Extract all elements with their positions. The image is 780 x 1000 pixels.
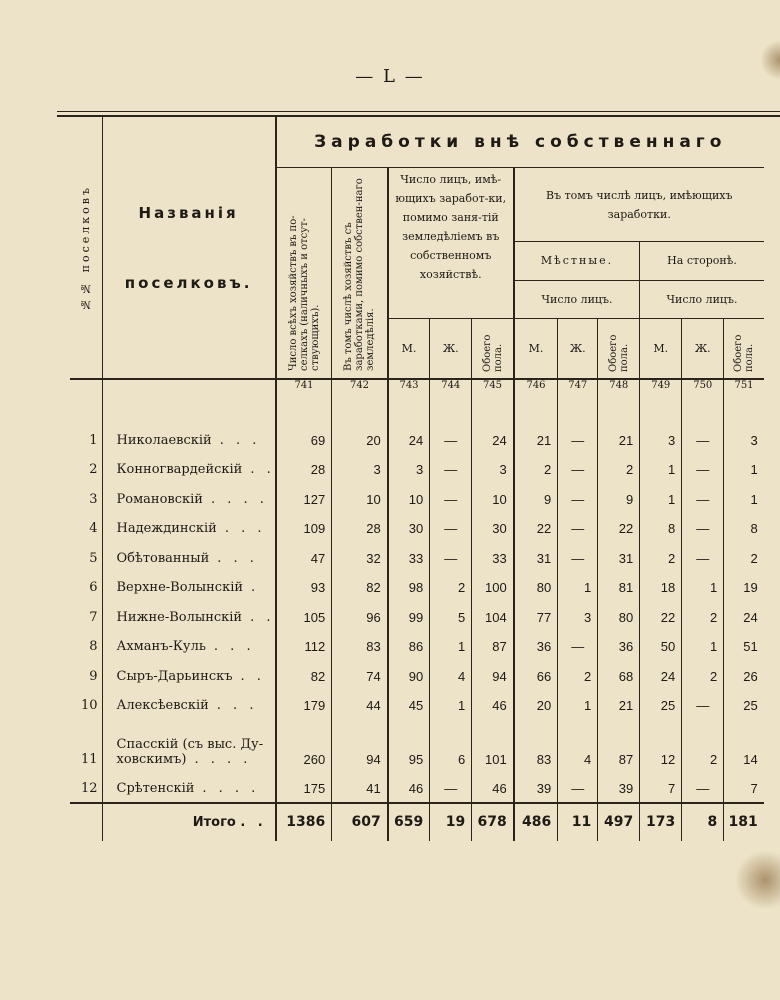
leader-dots: . . . bbox=[216, 698, 258, 713]
value-cell: 22 bbox=[598, 513, 640, 543]
value-cell: 3 bbox=[558, 601, 598, 631]
value-cell: 6 bbox=[430, 719, 472, 773]
value-cell: — bbox=[682, 773, 724, 803]
settlement-name: Романовскій bbox=[116, 491, 203, 507]
value-cell: — bbox=[682, 542, 724, 572]
value-cell: 3 bbox=[724, 394, 764, 454]
value-cell: — bbox=[558, 773, 598, 803]
value-cell: 21 bbox=[598, 394, 640, 454]
leader-dots: . . . bbox=[224, 521, 266, 536]
value-cell: 36 bbox=[514, 631, 558, 661]
value-cell: 2 bbox=[558, 660, 598, 690]
value-cell: 80 bbox=[514, 572, 558, 602]
value-cell: 74 bbox=[332, 660, 388, 690]
row-number: 12 bbox=[80, 780, 98, 796]
code-spacer bbox=[70, 379, 102, 394]
settlement-name: Конногвардейскій bbox=[116, 462, 243, 477]
num-column-header bbox=[70, 117, 102, 379]
value-cell: 36 bbox=[598, 631, 640, 661]
column-code: 748 bbox=[598, 379, 640, 394]
settlement-name: Николаевскій bbox=[116, 432, 212, 448]
value-cell: 7 bbox=[640, 773, 682, 803]
leader-dots: . bbox=[251, 580, 260, 595]
leader-dots: . . . bbox=[217, 550, 258, 566]
value-cell: 1 bbox=[640, 483, 682, 513]
settlement-name-cell bbox=[102, 660, 276, 690]
leader-dots: . . . bbox=[213, 639, 255, 654]
table-row bbox=[70, 773, 764, 803]
total-value: 173 bbox=[640, 803, 682, 841]
persons-both-label: Обоего пола. bbox=[481, 334, 504, 372]
settlement-name-cell bbox=[102, 572, 276, 602]
column-code: 742 bbox=[332, 379, 388, 394]
value-cell: 28 bbox=[332, 513, 388, 543]
row-number: 5 bbox=[89, 550, 98, 566]
total-value: 8 bbox=[682, 803, 724, 841]
value-cell: 22 bbox=[514, 513, 558, 543]
value-cell: 30 bbox=[472, 513, 514, 543]
row-number: 11 bbox=[80, 752, 98, 767]
names-header-line2: поселковъ. bbox=[124, 273, 253, 292]
value-cell: 260 bbox=[276, 719, 332, 773]
leader-dots: . . bbox=[250, 609, 275, 625]
value-cell: — bbox=[430, 773, 472, 803]
paper-stain bbox=[735, 850, 780, 910]
persons-header: Число лицъ, имѣ-ющихъ заработ-ки, помимо заня-тій земледѣліемъ въ собственномъ хозяйствѣ. bbox=[388, 168, 514, 319]
value-cell: — bbox=[430, 542, 472, 572]
including-header: Въ томъ числѣ лицъ, имѣющихъ заработки. bbox=[514, 168, 764, 242]
leader-dots: . . bbox=[240, 668, 265, 684]
row-number: 10 bbox=[80, 698, 98, 713]
value-cell: 1 bbox=[724, 454, 764, 484]
value-cell: 46 bbox=[472, 773, 514, 803]
settlement-name: Нижне-Волынскій bbox=[116, 609, 243, 625]
settlement-name: Верхне-Волынскій bbox=[116, 580, 244, 595]
settlement-name-cell bbox=[102, 513, 276, 543]
row-number: 4 bbox=[89, 521, 98, 536]
value-cell: 68 bbox=[598, 660, 640, 690]
value-cell: 94 bbox=[332, 719, 388, 773]
settlement-name: Алексѣевскій bbox=[116, 698, 209, 713]
column-code: 747 bbox=[558, 379, 598, 394]
total-value: 1386 bbox=[276, 803, 332, 841]
value-cell: 31 bbox=[514, 542, 558, 572]
value-cell: 69 bbox=[276, 394, 332, 454]
row-number: 7 bbox=[89, 609, 98, 625]
value-cell: 3 bbox=[388, 454, 430, 484]
value-cell: 10 bbox=[388, 483, 430, 513]
value-cell: 30 bbox=[388, 513, 430, 543]
num-column-label: №№ поселковъ bbox=[79, 184, 93, 311]
value-cell: 39 bbox=[598, 773, 640, 803]
column-code: 744 bbox=[430, 379, 472, 394]
settlement-name: Ахманъ-Куль bbox=[116, 639, 206, 654]
settlement-name: Сыръ-Дарьинскъ bbox=[116, 668, 233, 684]
value-cell: 24 bbox=[472, 394, 514, 454]
value-cell: — bbox=[558, 631, 598, 661]
value-cell: 127 bbox=[276, 483, 332, 513]
value-cell: — bbox=[430, 483, 472, 513]
value-cell: 2 bbox=[682, 660, 724, 690]
value-cell: 82 bbox=[276, 660, 332, 690]
settlement-name: Обѣтованный bbox=[116, 550, 210, 566]
table-row bbox=[70, 660, 764, 690]
value-cell: 86 bbox=[388, 631, 430, 661]
group-title: Заработки внѣ собственнаго bbox=[276, 117, 764, 168]
table-row bbox=[70, 454, 764, 484]
value-cell: 1 bbox=[640, 454, 682, 484]
value-cell: — bbox=[682, 513, 724, 543]
persons-female-header: Ж. bbox=[430, 319, 472, 379]
total-value: 11 bbox=[558, 803, 598, 841]
value-cell: 14 bbox=[724, 719, 764, 773]
value-cell: 9 bbox=[514, 483, 558, 513]
value-cell: — bbox=[558, 513, 598, 543]
value-cell: — bbox=[682, 394, 724, 454]
value-cell: 81 bbox=[598, 572, 640, 602]
value-cell: 10 bbox=[472, 483, 514, 513]
row-number: 2 bbox=[89, 462, 98, 477]
value-cell: 112 bbox=[276, 631, 332, 661]
value-cell: 41 bbox=[332, 773, 388, 803]
value-cell: 33 bbox=[388, 542, 430, 572]
value-cell: 8 bbox=[640, 513, 682, 543]
value-cell: — bbox=[682, 690, 724, 720]
table-row bbox=[70, 394, 764, 454]
value-cell: 2 bbox=[682, 601, 724, 631]
value-cell: 19 bbox=[724, 572, 764, 602]
value-cell: 98 bbox=[388, 572, 430, 602]
value-cell: — bbox=[682, 454, 724, 484]
value-cell: 83 bbox=[514, 719, 558, 773]
column-code: 743 bbox=[388, 379, 430, 394]
value-cell: 99 bbox=[388, 601, 430, 631]
leader-dots: . . . . bbox=[202, 780, 260, 796]
table-row bbox=[70, 542, 764, 572]
value-cell: 3 bbox=[640, 394, 682, 454]
value-cell: 10 bbox=[332, 483, 388, 513]
value-cell: 2 bbox=[640, 542, 682, 572]
value-cell: 44 bbox=[332, 690, 388, 720]
column-codes-row bbox=[70, 379, 764, 394]
total-value: 19 bbox=[430, 803, 472, 841]
value-cell: 1 bbox=[430, 690, 472, 720]
leader-dots: . . . bbox=[219, 432, 261, 448]
value-cell: — bbox=[682, 483, 724, 513]
local-female-header: Ж. bbox=[558, 319, 598, 379]
value-cell: 2 bbox=[598, 454, 640, 484]
value-cell: 2 bbox=[682, 719, 724, 773]
value-cell: 4 bbox=[430, 660, 472, 690]
value-cell: 24 bbox=[388, 394, 430, 454]
value-cell: — bbox=[430, 394, 472, 454]
totals-row bbox=[70, 803, 764, 841]
code-spacer bbox=[102, 379, 276, 394]
value-cell: 104 bbox=[472, 601, 514, 631]
value-cell: 46 bbox=[388, 773, 430, 803]
value-cell: 22 bbox=[640, 601, 682, 631]
table-row bbox=[70, 601, 764, 631]
table-row bbox=[70, 513, 764, 543]
settlement-name: Спасскій (съ выс. Ду- bbox=[116, 737, 264, 752]
table-row bbox=[70, 483, 764, 513]
top-rule bbox=[57, 111, 780, 112]
value-cell: 175 bbox=[276, 773, 332, 803]
total-households-header bbox=[276, 168, 332, 380]
local-header: Мѣстные. bbox=[514, 242, 640, 281]
value-cell: — bbox=[430, 454, 472, 484]
leader-dots: . . bbox=[250, 462, 275, 477]
value-cell: 18 bbox=[640, 572, 682, 602]
column-code: 741 bbox=[276, 379, 332, 394]
value-cell: 21 bbox=[514, 394, 558, 454]
value-cell: 33 bbox=[472, 542, 514, 572]
names-header-line1: Названія bbox=[138, 203, 239, 222]
value-cell: 28 bbox=[276, 454, 332, 484]
value-cell: 8 bbox=[724, 513, 764, 543]
total-value: 659 bbox=[388, 803, 430, 841]
local-persons-header: Число лицъ. bbox=[514, 280, 640, 319]
households-earning-header bbox=[332, 168, 388, 380]
value-cell: 93 bbox=[276, 572, 332, 602]
value-cell: 39 bbox=[514, 773, 558, 803]
value-cell: 87 bbox=[598, 719, 640, 773]
page-number: — L — bbox=[355, 66, 425, 87]
persons-male-header: М. bbox=[388, 319, 430, 379]
value-cell: 2 bbox=[724, 542, 764, 572]
value-cell: 24 bbox=[724, 601, 764, 631]
settlement-name-cell bbox=[102, 719, 276, 773]
row-number: 3 bbox=[89, 491, 98, 507]
value-cell: 31 bbox=[598, 542, 640, 572]
value-cell: 82 bbox=[332, 572, 388, 602]
column-code: 746 bbox=[514, 379, 558, 394]
statistics-table-wrap bbox=[70, 117, 764, 841]
value-cell: 7 bbox=[724, 773, 764, 803]
away-both-label: Обоего пола. bbox=[733, 334, 755, 372]
settlement-name: Срѣтенскій bbox=[116, 780, 195, 796]
value-cell: 12 bbox=[640, 719, 682, 773]
away-male-header: М. bbox=[640, 319, 682, 379]
local-both-header bbox=[598, 319, 640, 379]
total-value: 497 bbox=[598, 803, 640, 841]
value-cell: 3 bbox=[472, 454, 514, 484]
away-header: На сторонѣ. bbox=[640, 242, 764, 281]
table-row bbox=[70, 631, 764, 661]
local-male-header: М. bbox=[514, 319, 558, 379]
value-cell: 9 bbox=[598, 483, 640, 513]
settlement-name-cell bbox=[102, 394, 276, 454]
value-cell: 5 bbox=[430, 601, 472, 631]
away-female-header: Ж. bbox=[682, 319, 724, 379]
value-cell: 1 bbox=[558, 690, 598, 720]
total-value: 678 bbox=[472, 803, 514, 841]
total-value: 181 bbox=[724, 803, 764, 841]
value-cell: 101 bbox=[472, 719, 514, 773]
value-cell: 46 bbox=[472, 690, 514, 720]
totals-dots: . . bbox=[240, 814, 267, 830]
away-persons-header: Число лицъ. bbox=[640, 280, 764, 319]
row-number: 1 bbox=[89, 432, 98, 448]
households-earning-label: Въ томъ числѣ хозяйствъ съ заработками, помимо собствен-наго земледѣлія. bbox=[343, 178, 376, 371]
value-cell: 1 bbox=[682, 631, 724, 661]
earnings-table bbox=[70, 117, 764, 841]
value-cell: 24 bbox=[640, 660, 682, 690]
value-cell: — bbox=[558, 454, 598, 484]
value-cell: 50 bbox=[640, 631, 682, 661]
value-cell: 66 bbox=[514, 660, 558, 690]
value-cell: 96 bbox=[332, 601, 388, 631]
persons-both-header bbox=[472, 319, 514, 379]
total-households-label: Число всѣхъ хозяйствъ въ по-селкахъ (наличныхъ и отсут-ствующихъ). bbox=[287, 215, 321, 371]
value-cell: 87 bbox=[472, 631, 514, 661]
settlement-name-cell bbox=[102, 601, 276, 631]
value-cell: 1 bbox=[724, 483, 764, 513]
value-cell: 80 bbox=[598, 601, 640, 631]
settlement-name-cont: ховскимъ) bbox=[116, 752, 187, 767]
value-cell: 2 bbox=[430, 572, 472, 602]
settlement-name-cell bbox=[102, 454, 276, 484]
value-cell: 47 bbox=[276, 542, 332, 572]
value-cell: — bbox=[558, 542, 598, 572]
totals-label-text: Итого bbox=[192, 814, 236, 830]
value-cell: 20 bbox=[332, 394, 388, 454]
leader-dots: . . . . bbox=[194, 752, 252, 767]
value-cell: 109 bbox=[276, 513, 332, 543]
value-cell: — bbox=[558, 483, 598, 513]
column-code: 749 bbox=[640, 379, 682, 394]
value-cell: 77 bbox=[514, 601, 558, 631]
value-cell: 95 bbox=[388, 719, 430, 773]
value-cell: 83 bbox=[332, 631, 388, 661]
totals-spacer bbox=[70, 803, 102, 841]
value-cell: 3 bbox=[332, 454, 388, 484]
table-row bbox=[70, 572, 764, 602]
settlement-name-cell bbox=[102, 542, 276, 572]
leader-dots: . . . . bbox=[210, 491, 268, 507]
local-both-label: Обоего пола. bbox=[607, 334, 630, 372]
value-cell: 94 bbox=[472, 660, 514, 690]
value-cell: 179 bbox=[276, 690, 332, 720]
settlement-name: Надеждинскій bbox=[116, 521, 217, 536]
value-cell: 25 bbox=[724, 690, 764, 720]
value-cell: 90 bbox=[388, 660, 430, 690]
settlement-name-cell bbox=[102, 483, 276, 513]
value-cell: 2 bbox=[514, 454, 558, 484]
total-value: 607 bbox=[332, 803, 388, 841]
value-cell: — bbox=[430, 513, 472, 543]
table-row bbox=[70, 719, 764, 773]
column-code: 745 bbox=[472, 379, 514, 394]
value-cell: 1 bbox=[682, 572, 724, 602]
column-code: 750 bbox=[682, 379, 724, 394]
row-number: 9 bbox=[89, 668, 98, 684]
row-number: 6 bbox=[89, 580, 98, 595]
total-value: 486 bbox=[514, 803, 558, 841]
value-cell: 105 bbox=[276, 601, 332, 631]
away-both-header bbox=[724, 319, 764, 379]
value-cell: 45 bbox=[388, 690, 430, 720]
value-cell: 4 bbox=[558, 719, 598, 773]
row-number: 8 bbox=[89, 639, 98, 654]
names-column-header bbox=[102, 117, 276, 379]
settlement-name-cell bbox=[102, 631, 276, 661]
totals-label bbox=[102, 803, 276, 841]
settlement-name-cell bbox=[102, 690, 276, 720]
value-cell: 20 bbox=[514, 690, 558, 720]
settlement-name-cell bbox=[102, 773, 276, 803]
value-cell: 1 bbox=[558, 572, 598, 602]
column-code: 751 bbox=[724, 379, 764, 394]
value-cell: 21 bbox=[598, 690, 640, 720]
table-row bbox=[70, 690, 764, 720]
value-cell: 100 bbox=[472, 572, 514, 602]
value-cell: 26 bbox=[724, 660, 764, 690]
value-cell: 51 bbox=[724, 631, 764, 661]
value-cell: 25 bbox=[640, 690, 682, 720]
value-cell: — bbox=[558, 394, 598, 454]
value-cell: 1 bbox=[430, 631, 472, 661]
value-cell: 32 bbox=[332, 542, 388, 572]
